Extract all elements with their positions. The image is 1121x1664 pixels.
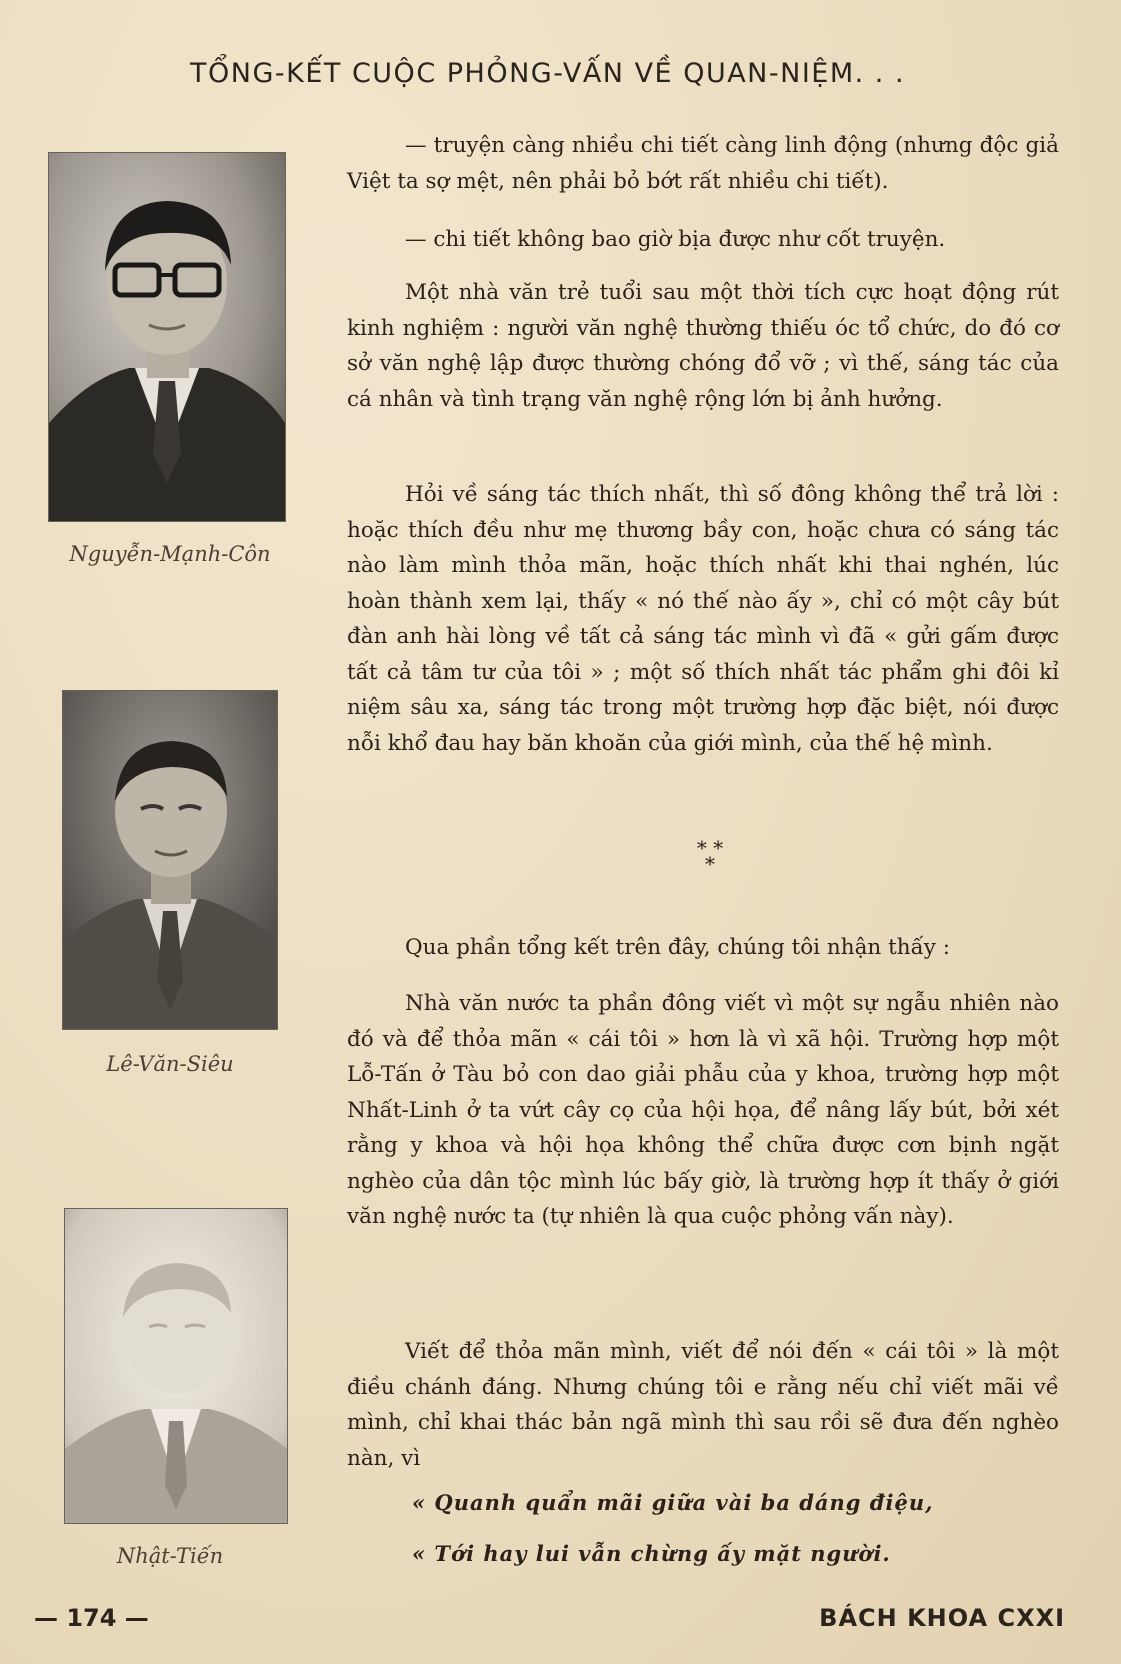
quote-line-2: « Tới hay lui vẫn chừng ấy mặt người. xyxy=(412,1541,891,1566)
page-header: TỔNG-KẾT CUỘC PHỎNG-VẤN VỀ QUAN-NIỆM. . . xyxy=(190,58,906,89)
portrait-photo-3 xyxy=(64,1208,288,1524)
body-paragraph-6: Nhà văn nước ta phần đông viết vì một sự ngẫu nhiên nào đó và để thỏa mãn « cái tôi » hơn là vì xã hội. Trường hợp một Lỗ-Tấn ở Tàu bỏ con dao giải phẫu của y khoa, trường hợp một Nhất-Linh ở ta vứt cây cọ của hội họa, để nâng lấy bút, bởi xét rằng y khoa và hội họa không thể chữa được cơn bịnh ngặt nghèo của dân tộc mình lúc bấy giờ, là trường hợp ít thấy ở giới văn nghệ nước ta (tự nhiên là qua cuộc phỏng vấn này). xyxy=(347,991,1059,1229)
portrait-photo-2 xyxy=(62,690,278,1030)
photo-caption-3: Nhật-Tiến xyxy=(116,1544,224,1568)
body-paragraph-5: Qua phần tổng kết trên đây, chúng tôi nhận thấy : xyxy=(405,935,950,960)
section-separator xyxy=(690,836,730,880)
magazine-name: BÁCH KHOA CXXI xyxy=(819,1604,1065,1632)
separator-text: * * * xyxy=(696,836,724,876)
page-number: — 174 — xyxy=(34,1604,149,1632)
portrait-photo-1 xyxy=(48,152,286,522)
body-paragraph-3: Một nhà văn trẻ tuổi sau một thời tích cực hoạt động rút kinh nghiệm : người văn nghệ thường thiếu óc tổ chức, do đó cơ sở văn nghệ lập được thường chóng đổ vỡ ; vì thế, sáng tác của cá nhân và tình trạng văn nghệ rộng lớn bị ảnh hưởng. xyxy=(347,280,1059,412)
body-paragraph-1: — truyện càng nhiều chi tiết càng linh động (nhưng độc giả Việt ta sợ mệt, nên phải bỏ bớt rất nhiều chi tiết). xyxy=(347,133,1059,194)
body-paragraph-2: — chi tiết không bao giờ bịa được như cốt truyện. xyxy=(405,227,946,252)
body-paragraph-4: Hỏi về sáng tác thích nhất, thì số đông không thể trả lời : hoặc thích đều như mẹ thương bầy con, hoặc chưa có sáng tác nào làm mình thỏa mãn, hoặc thích nhất khi thai nghén, lúc hoàn thành xem lại, thấy « nó thế nào ấy », chỉ có một cây bút đàn anh hài lòng về tất cả sáng tác mình vì đã « gửi gấm được tất cả tâm tư của tôi » ; một số thích nhất tác phẩm ghi đôi kỉ niệm sâu xa, sáng tác trong một trường hợp đặc biệt, nói được nỗi khổ đau hay băn khoăn của giới mình, của thế hệ mình. xyxy=(347,482,1059,756)
body-paragraph-7: Viết để thỏa mãn mình, viết để nói đến « cái tôi » là một điều chánh đáng. Nhưng chúng tôi e rằng nếu chỉ viết mãi về mình, chỉ khai thác bản ngã mình thì sau rồi sẽ đưa đến nghèo nàn, vì xyxy=(347,1339,1059,1471)
photo-caption-1: Nguyễn-Mạnh-Côn xyxy=(69,542,271,566)
quote-line-1: « Quanh quẩn mãi giữa vài ba dáng điệu, xyxy=(412,1490,934,1515)
photo-caption-2: Lê-Văn-Siêu xyxy=(106,1052,234,1076)
